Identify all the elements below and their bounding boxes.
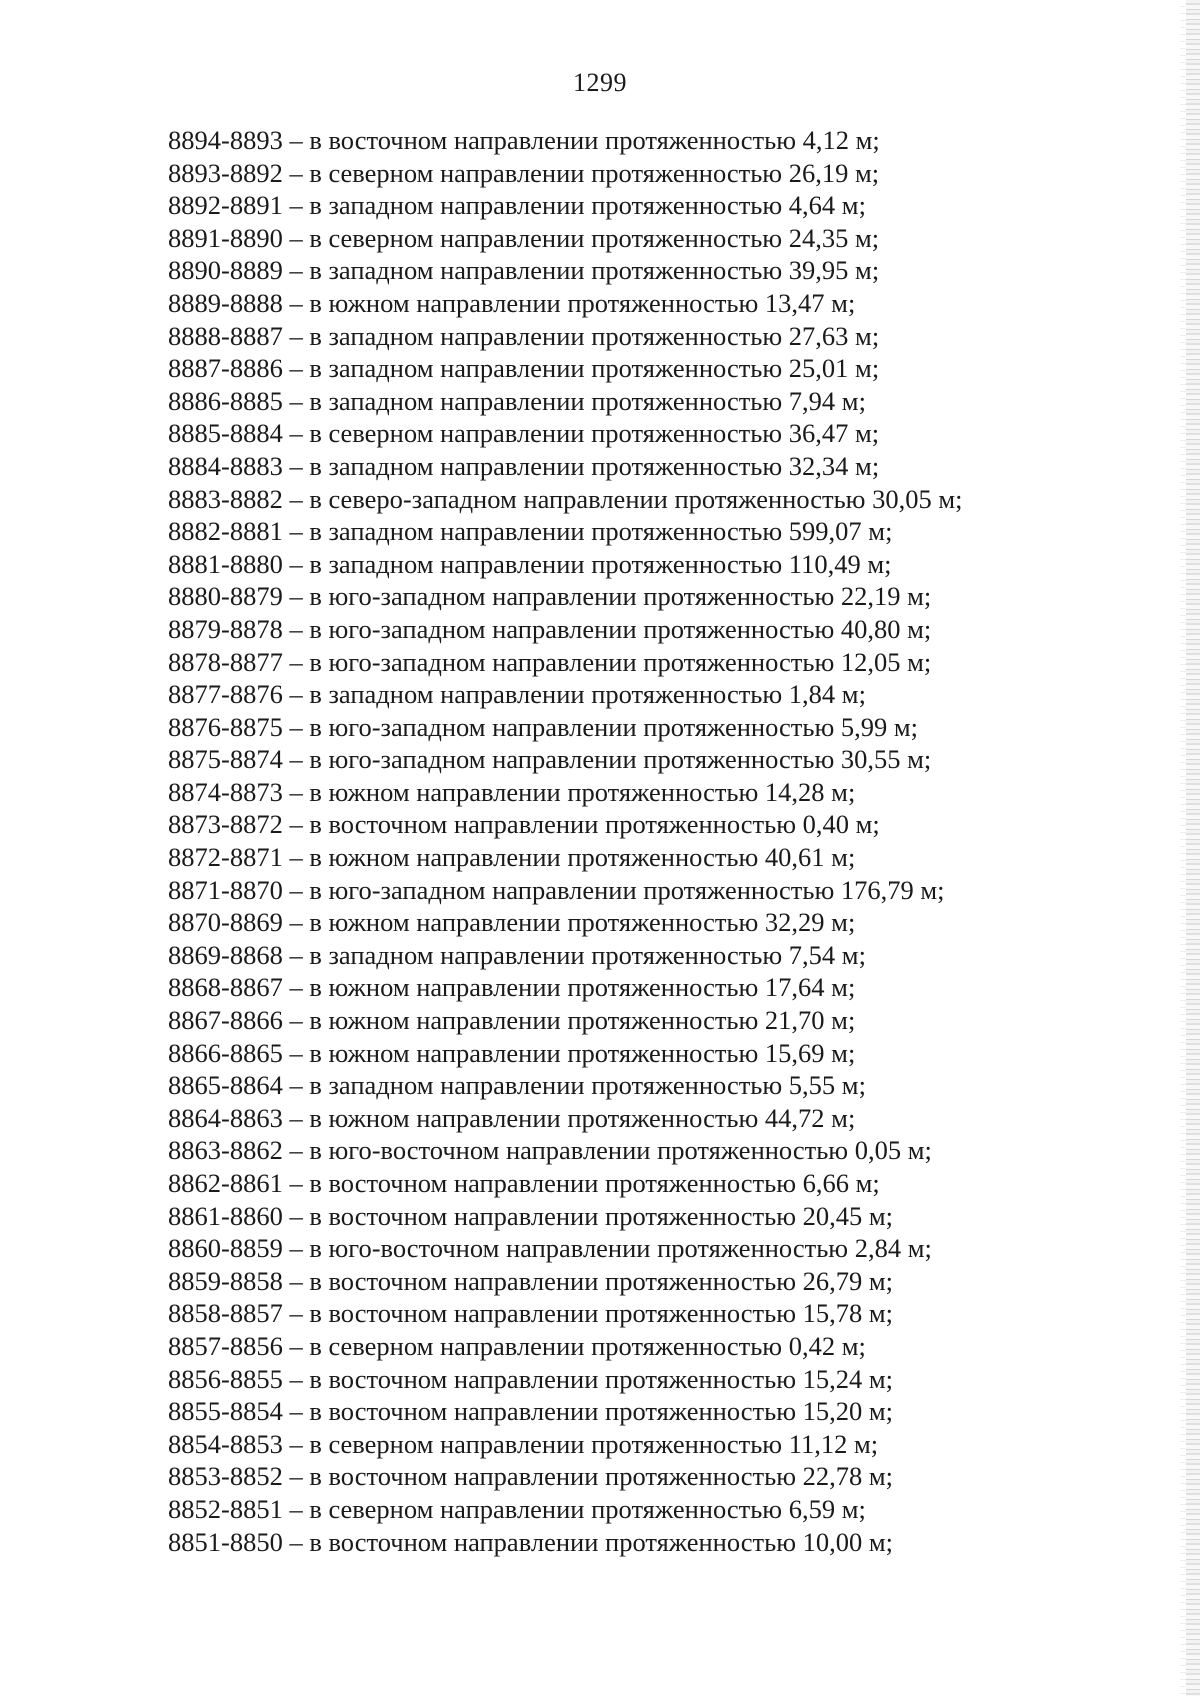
boundary-segment-line: 8859-8858 – в восточном направлении протяженностью 26,79 м; (168, 1265, 893, 1296)
boundary-segment-line: 8884-8883 – в западном направлении протяженностью 32,34 м; (168, 450, 880, 481)
boundary-segment-line: 8890-8889 – в западном направлении протяженностью 39,95 м; (168, 255, 880, 286)
boundary-segment-line: 8861-8860 – в восточном направлении протяженностью 20,45 м; (168, 1200, 893, 1231)
boundary-segment-line: 8879-8878 – в юго-западном направлении протяженностью 40,80 м; (168, 613, 932, 644)
boundary-segment-line: 8866-8865 – в южном направлении протяженностью 15,69 м; (168, 1037, 856, 1068)
page-number: 1299 (573, 68, 627, 97)
boundary-segment-line: 8864-8863 – в южном направлении протяженностью 44,72 м; (168, 1102, 856, 1133)
boundary-segment-list (168, 124, 1068, 1558)
boundary-segment-line: 8855-8854 – в восточном направлении протяженностью 15,20 м; (168, 1396, 893, 1427)
boundary-segment-line: 8880-8879 – в юго-западном направлении протяженностью 22,19 м; (168, 581, 932, 612)
boundary-segment-line: 8869-8868 – в западном направлении протяженностью 7,54 м; (168, 939, 866, 970)
scan-edge-artifact (1186, 0, 1200, 1696)
boundary-segment-line: 8891-8890 – в северном направлении протяженностью 24,35 м; (168, 222, 880, 253)
boundary-segment-line: 8856-8855 – в восточном направлении протяженностью 15,24 м; (168, 1363, 893, 1394)
boundary-segment-line: 8889-8888 – в южном направлении протяженностью 13,47 м; (168, 287, 856, 318)
boundary-segment-line: 8865-8864 – в западном направлении протяженностью 5,55 м; (168, 1070, 866, 1101)
boundary-segment-line: 8853-8852 – в восточном направлении протяженностью 22,78 м; (168, 1461, 893, 1492)
boundary-segment-line: 8882-8881 – в западном направлении протяженностью 599,07 м; (168, 516, 893, 547)
boundary-segment-line: 8857-8856 – в северном направлении протяженностью 0,42 м; (168, 1330, 866, 1361)
boundary-segment-line: 8888-8887 – в западном направлении протяженностью 27,63 м; (168, 320, 880, 351)
boundary-segment-line: 8885-8884 – в северном направлении протяженностью 36,47 м; (168, 418, 880, 449)
boundary-segment-line: 8862-8861 – в восточном направлении протяженностью 6,66 м; (168, 1168, 880, 1198)
boundary-segment-line: 8878-8877 – в юго-западном направлении протяженностью 12,05 м; (168, 646, 932, 677)
boundary-segment-line: 8870-8869 – в южном направлении протяженностью 32,29 м; (168, 907, 856, 938)
boundary-segment-line: 8867-8866 – в южном направлении протяженностью 21,70 м; (168, 1005, 856, 1036)
boundary-segment-line: 8887-8886 – в западном направлении протяженностью 25,01 м; (168, 353, 880, 384)
boundary-segment-line: 8892-8891 – в западном направлении протяженностью 4,64 м; (168, 190, 866, 221)
boundary-segment-line: 8868-8867 – в южном направлении протяженностью 17,64 м; (168, 972, 856, 1003)
boundary-segment-line: 8886-8885 – в западном направлении протяженностью 7,94 м; (168, 385, 866, 416)
boundary-segment-line: 8871-8870 – в юго-западном направлении протяженностью 176,79 м; (168, 874, 945, 905)
boundary-segment-line: 8858-8857 – в восточном направлении протяженностью 15,78 м; (168, 1298, 893, 1329)
boundary-segment-line: 8894-8893 – в восточном направлении протяженностью 4,12 м; (168, 125, 880, 155)
boundary-segment-line: 8893-8892 – в северном направлении протяженностью 26,19 м; (168, 157, 880, 188)
boundary-segment-line: 8875-8874 – в юго-западном направлении протяженностью 30,55 м; (168, 744, 932, 775)
boundary-segment-line: 8874-8873 – в южном направлении протяженностью 14,28 м; (168, 776, 856, 807)
boundary-segment-line: 8876-8875 – в юго-западном направлении протяженностью 5,99 м; (168, 711, 919, 742)
boundary-segment-line: 8860-8859 – в юго-восточном направлении протяженностью 2,84 м; (168, 1233, 932, 1264)
boundary-segment-line: 8852-8851 – в северном направлении протяженностью 6,59 м; (168, 1493, 866, 1524)
boundary-segment-line: 8863-8862 – в юго-восточном направлении протяженностью 0,05 м; (168, 1135, 932, 1166)
boundary-segment-line: 8873-8872 – в восточном направлении протяженностью 0,40 м; (168, 809, 880, 840)
boundary-segment-line: 8872-8871 – в южном направлении протяженностью 40,61 м; (168, 842, 856, 873)
boundary-segment-line: 8883-8882 – в северо-западном направлении протяженностью 30,05 м; (168, 483, 963, 514)
boundary-segment-line: 8881-8880 – в западном направлении протяженностью 110,49 м; (168, 548, 892, 579)
boundary-segment-line: 8854-8853 – в северном направлении протяженностью 11,12 м; (168, 1428, 879, 1459)
boundary-segment-line: 8877-8876 – в западном направлении протяженностью 1,84 м; (168, 679, 866, 710)
boundary-segment-line: 8851-8850 – в восточном направлении протяженностью 10,00 м; (168, 1526, 893, 1557)
